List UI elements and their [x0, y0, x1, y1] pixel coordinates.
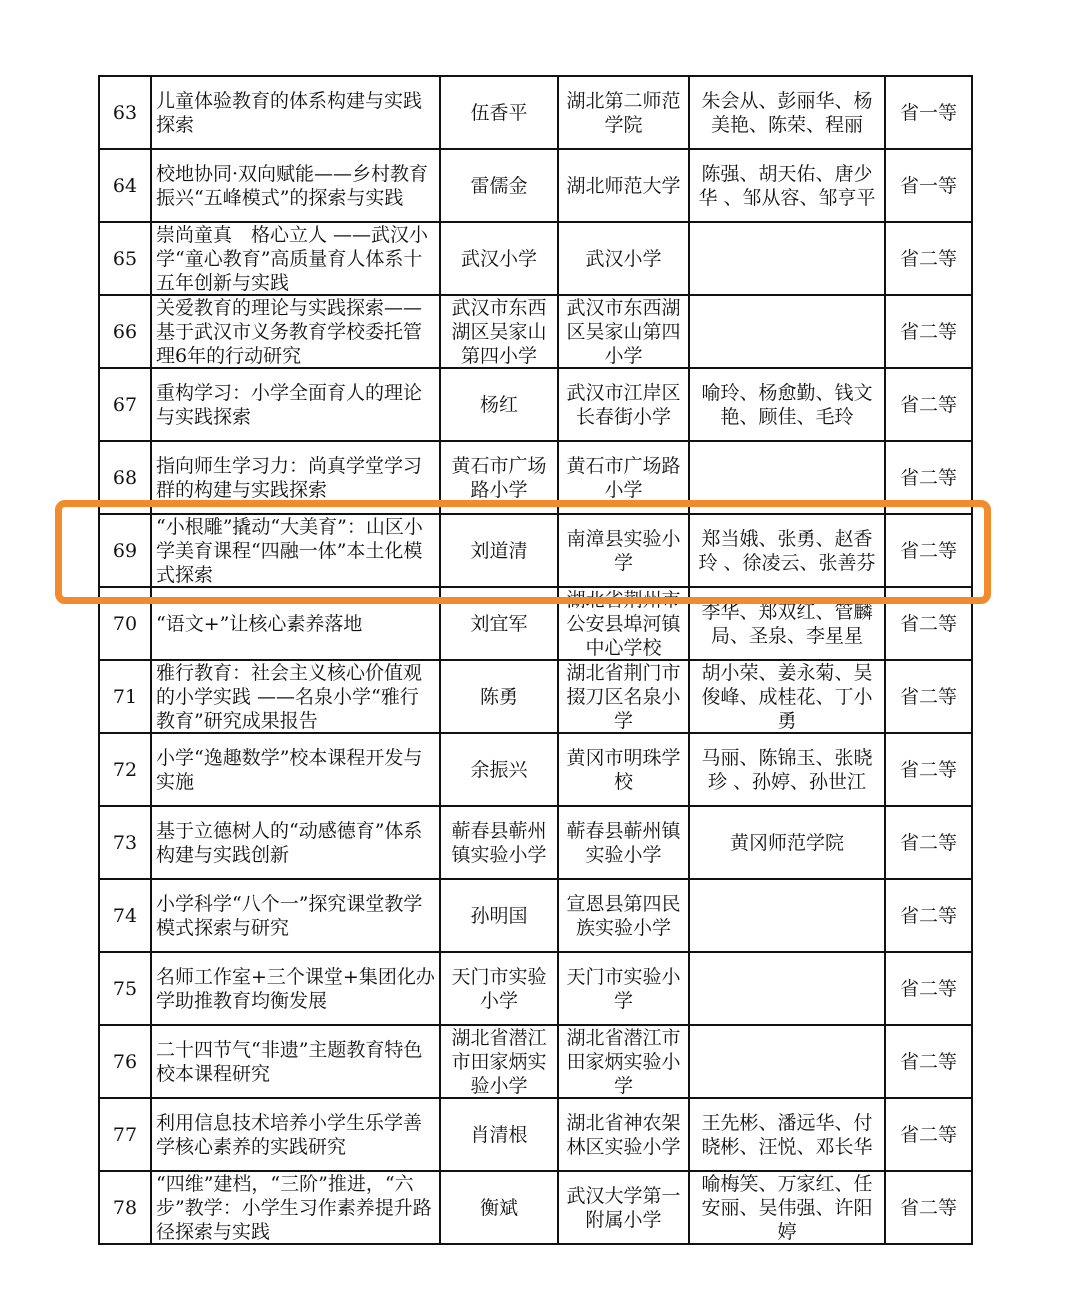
lead-person: 伍香平 — [470, 101, 528, 124]
team-members-cell — [689, 76, 885, 149]
lead-person-cell — [440, 660, 558, 733]
table-row — [99, 441, 972, 514]
achievement-title-cell — [151, 295, 440, 368]
work-unit-cell — [558, 806, 689, 879]
award-level-cell — [885, 879, 972, 952]
row-number-cell — [99, 441, 151, 514]
team-members: 郑当娥、张勇、赵香玲 、徐凌云、张善芬 — [698, 527, 876, 574]
achievement-title-cell — [151, 1025, 440, 1098]
work-unit-cell — [558, 952, 689, 1025]
work-unit: 武汉市江岸区长春街小学 — [566, 381, 681, 428]
achievement-title: 小学科学“八个一”探究课堂教学模式探索与研究 — [156, 892, 423, 939]
lead-person: 衡斌 — [479, 1196, 518, 1219]
achievement-title-cell — [151, 368, 440, 441]
row-number-cell — [99, 879, 151, 952]
award-level: 省二等 — [899, 539, 957, 562]
lead-person: 杨红 — [479, 393, 518, 416]
award-level: 省二等 — [899, 1123, 957, 1146]
achievement-title-cell — [151, 806, 440, 879]
lead-person-cell — [440, 879, 558, 952]
lead-person-cell — [440, 1098, 558, 1171]
achievement-title-cell — [151, 222, 440, 295]
work-unit: 宣恩县第四民族实验小学 — [566, 892, 681, 939]
row-number: 65 — [112, 247, 138, 270]
award-level: 省二等 — [899, 977, 957, 1000]
row-number-cell — [99, 806, 151, 879]
row-number: 76 — [112, 1050, 138, 1073]
row-number-cell — [99, 660, 151, 733]
lead-person-cell — [440, 587, 558, 660]
row-number-cell — [99, 733, 151, 806]
row-number-cell — [99, 295, 151, 368]
achievement-title: 关爱教育的理论与实践探索——基于武汉市义务教育学校委托管理6年的行动研究 — [156, 297, 423, 367]
team-members: 马丽、陈锦玉、张晓珍 、孙婷、孙世江 — [701, 746, 873, 793]
work-unit-cell — [558, 222, 689, 295]
achievement-title: 二十四节气“非遗”主题教育特色校本课程研究 — [156, 1038, 423, 1085]
award-level-cell — [885, 295, 972, 368]
award-level: 省二等 — [899, 831, 957, 854]
team-members: 李华、郑双红、管麟局、圣泉、李星星 — [701, 600, 873, 647]
row-number-cell — [99, 368, 151, 441]
lead-person: 刘道清 — [470, 539, 528, 562]
award-level: 省二等 — [899, 466, 957, 489]
award-level: 省二等 — [899, 904, 957, 927]
lead-person-cell — [440, 1171, 558, 1244]
table-row — [99, 587, 972, 660]
row-number: 75 — [112, 977, 138, 1000]
work-unit-cell — [558, 368, 689, 441]
award-level-cell — [885, 149, 972, 222]
lead-person-cell — [440, 441, 558, 514]
achievement-title: 名师工作室+三个课堂+集团化办学助推教育均衡发展 — [156, 965, 435, 1012]
row-number: 72 — [112, 758, 138, 781]
award-level-cell — [885, 1098, 972, 1171]
lead-person-cell — [440, 1025, 558, 1098]
work-unit-cell — [558, 1171, 689, 1244]
award-level-cell — [885, 733, 972, 806]
lead-person: 黄石市广场路小学 — [451, 454, 547, 501]
award-level-cell — [885, 368, 972, 441]
row-number: 63 — [112, 101, 138, 124]
team-members-cell — [689, 514, 885, 587]
award-level: 省二等 — [899, 612, 957, 635]
work-unit: 武汉小学 — [585, 247, 662, 270]
table-row — [99, 733, 972, 806]
row-number: 78 — [112, 1196, 138, 1219]
team-members: 陈强、胡天佑、唐少华 、邹从容、邹亨平 — [698, 162, 876, 209]
work-unit-cell — [558, 879, 689, 952]
table-row — [99, 76, 972, 149]
work-unit-cell — [558, 660, 689, 733]
lead-person: 陈勇 — [479, 685, 518, 708]
table-row — [99, 222, 972, 295]
work-unit-cell — [558, 1098, 689, 1171]
award-level-cell — [885, 514, 972, 587]
team-members-cell — [689, 952, 885, 1025]
lead-person: 湖北省潜江市田家炳实验小学 — [451, 1027, 547, 1097]
achievement-title-cell — [151, 441, 440, 514]
achievement-title: 基于立德树人的“动感德育”体系构建与实践创新 — [156, 819, 423, 866]
team-members-cell — [689, 149, 885, 222]
work-unit: 天门市实验小学 — [566, 965, 681, 1012]
achievement-title-cell — [151, 76, 440, 149]
work-unit-cell — [558, 295, 689, 368]
lead-person-cell — [440, 295, 558, 368]
lead-person: 蕲春县蕲州镇实验小学 — [451, 819, 547, 866]
team-members-cell — [689, 660, 885, 733]
award-level: 省一等 — [899, 101, 957, 124]
table-row — [99, 149, 972, 222]
achievement-title-cell — [151, 733, 440, 806]
achievement-title-cell — [151, 514, 440, 587]
table-row — [99, 952, 972, 1025]
work-unit-cell — [558, 441, 689, 514]
work-unit-cell — [558, 149, 689, 222]
table-row — [99, 660, 972, 733]
row-number-cell — [99, 1025, 151, 1098]
row-number: 77 — [112, 1123, 138, 1146]
lead-person-cell — [440, 733, 558, 806]
team-members: 胡小荣、姜永菊、吴俊峰、成桂花、丁小勇 — [701, 662, 873, 732]
achievement-title: “四维”建档，“三阶”推进，“六步”教学：小学生习作素养提升路径探索与实践 — [156, 1173, 432, 1243]
row-number: 64 — [112, 174, 138, 197]
team-members-cell — [689, 1025, 885, 1098]
lead-person: 武汉市东西湖区吴家山第四小学 — [451, 297, 547, 367]
team-members-cell — [689, 1171, 885, 1244]
row-number: 66 — [112, 320, 138, 343]
work-unit-cell — [558, 1025, 689, 1098]
work-unit-cell — [558, 514, 689, 587]
work-unit: 湖北省荆州市公安县埠河镇中心学校 — [566, 589, 681, 659]
award-level: 省二等 — [899, 758, 957, 781]
achievement-title: 指向师生学习力：尚真学堂学习群的构建与实践探索 — [156, 454, 423, 501]
team-members: 喻玲、杨愈勤、钱文艳、顾佳、毛玲 — [701, 381, 873, 428]
award-level: 省二等 — [899, 393, 957, 416]
team-members-cell — [689, 806, 885, 879]
award-level: 省二等 — [899, 320, 957, 343]
row-number: 67 — [112, 393, 138, 416]
lead-person: 孙明国 — [470, 904, 528, 927]
achievement-title: 校地协同·双向赋能——乡村教育振兴“五峰模式”的探索与实践 — [156, 162, 429, 209]
lead-person-cell — [440, 222, 558, 295]
work-unit-cell — [558, 587, 689, 660]
award-level-cell — [885, 587, 972, 660]
achievement-title: 雅行教育：社会主义核心价值观的小学实践 ——名泉小学“雅行教育”研究成果报告 — [156, 662, 423, 732]
award-level-cell — [885, 1171, 972, 1244]
team-members-cell — [689, 587, 885, 660]
work-unit: 黄石市广场路小学 — [566, 454, 681, 501]
award-level: 省二等 — [899, 1050, 957, 1073]
lead-person-cell — [440, 76, 558, 149]
table-row — [99, 295, 972, 368]
table-row — [99, 514, 972, 587]
work-unit: 武汉大学第一附属小学 — [566, 1184, 681, 1231]
award-level: 省二等 — [899, 1196, 957, 1219]
table-row — [99, 1098, 972, 1171]
table-body — [99, 76, 972, 1244]
achievement-title: 重构学习：小学全面育人的理论与实践探索 — [156, 381, 423, 428]
table-row — [99, 879, 972, 952]
row-number: 74 — [112, 904, 138, 927]
achievement-title-cell — [151, 149, 440, 222]
work-unit: 黄冈市明珠学校 — [566, 746, 681, 793]
row-number-cell — [99, 952, 151, 1025]
award-level-cell — [885, 76, 972, 149]
achievement-title-cell — [151, 879, 440, 952]
lead-person: 余振兴 — [470, 758, 528, 781]
work-unit: 蕲春县蕲州镇实验小学 — [566, 819, 681, 866]
team-members: 朱会从、彭丽华、杨美艳、陈荣、程丽 — [701, 89, 873, 136]
achievement-title: “小根雕”撬动“大美育”：山区小学美育课程“四融一体”本土化模式探索 — [156, 516, 423, 586]
team-members-cell — [689, 733, 885, 806]
achievement-title-cell — [151, 1098, 440, 1171]
award-level-cell — [885, 952, 972, 1025]
lead-person: 武汉小学 — [460, 247, 537, 270]
award-level-cell — [885, 1025, 972, 1098]
team-members: 喻梅笑、万家红、任安丽、吴伟强、许阳婷 — [701, 1173, 873, 1243]
lead-person: 肖清根 — [470, 1123, 528, 1146]
award-level: 省二等 — [899, 247, 957, 270]
achievement-title-cell — [151, 952, 440, 1025]
lead-person: 雷儒金 — [470, 174, 528, 197]
work-unit-cell — [558, 733, 689, 806]
row-number: 69 — [112, 539, 138, 562]
award-level-cell — [885, 441, 972, 514]
team-members-cell — [689, 879, 885, 952]
lead-person-cell — [440, 952, 558, 1025]
table-row — [99, 1025, 972, 1098]
lead-person: 天门市实验小学 — [451, 965, 547, 1012]
table-row — [99, 1171, 972, 1244]
row-number: 73 — [112, 831, 138, 854]
work-unit: 南漳县实验小学 — [566, 527, 681, 574]
achievement-title: 崇尚童真 格心立人 ——武汉小学“童心教育”高质量育人体系十五年创新与实践 — [156, 224, 429, 294]
row-number: 68 — [112, 466, 138, 489]
work-unit: 湖北省潜江市田家炳实验小学 — [566, 1027, 681, 1097]
achievement-title-cell — [151, 1171, 440, 1244]
team-members: 王先彬、潘远华、付晓彬、汪悦、邓长华 — [701, 1111, 873, 1158]
team-members-cell — [689, 295, 885, 368]
award-level-cell — [885, 660, 972, 733]
award-level: 省二等 — [899, 685, 957, 708]
row-number-cell — [99, 514, 151, 587]
row-number: 70 — [112, 612, 138, 635]
team-members-cell — [689, 1098, 885, 1171]
lead-person-cell — [440, 368, 558, 441]
award-level-cell — [885, 806, 972, 879]
achievement-title: “语文+”让核心素养落地 — [156, 612, 363, 635]
lead-person-cell — [440, 806, 558, 879]
achievement-title: 儿童体验教育的体系构建与实践探索 — [156, 89, 423, 136]
work-unit: 湖北第二师范学院 — [566, 89, 681, 136]
row-number-cell — [99, 222, 151, 295]
achievement-title-cell — [151, 587, 440, 660]
achievement-title-cell — [151, 660, 440, 733]
work-unit: 湖北师范大学 — [566, 174, 681, 197]
row-number-cell — [99, 149, 151, 222]
work-unit-cell — [558, 76, 689, 149]
work-unit: 湖北省荆门市掇刀区名泉小学 — [566, 662, 681, 732]
row-number-cell — [99, 587, 151, 660]
awards-table — [98, 75, 973, 1245]
lead-person: 刘宜军 — [470, 612, 528, 635]
team-members: 黄冈师范学院 — [729, 831, 844, 854]
row-number-cell — [99, 76, 151, 149]
award-level: 省一等 — [899, 174, 957, 197]
award-level-cell — [885, 222, 972, 295]
table-row — [99, 806, 972, 879]
lead-person-cell — [440, 514, 558, 587]
lead-person-cell — [440, 149, 558, 222]
row-number-cell — [99, 1098, 151, 1171]
team-members-cell — [689, 368, 885, 441]
row-number: 71 — [112, 685, 138, 708]
team-members-cell — [689, 441, 885, 514]
work-unit: 武汉市东西湖区吴家山第四小学 — [566, 297, 681, 367]
row-number-cell — [99, 1171, 151, 1244]
achievement-title: 利用信息技术培养小学生乐学善学核心素养的实践研究 — [156, 1111, 423, 1158]
team-members-cell — [689, 222, 885, 295]
work-unit: 湖北省神农架林区实验小学 — [566, 1111, 681, 1158]
achievement-title: 小学“逸趣数学”校本课程开发与实施 — [156, 746, 423, 793]
table-row — [99, 368, 972, 441]
